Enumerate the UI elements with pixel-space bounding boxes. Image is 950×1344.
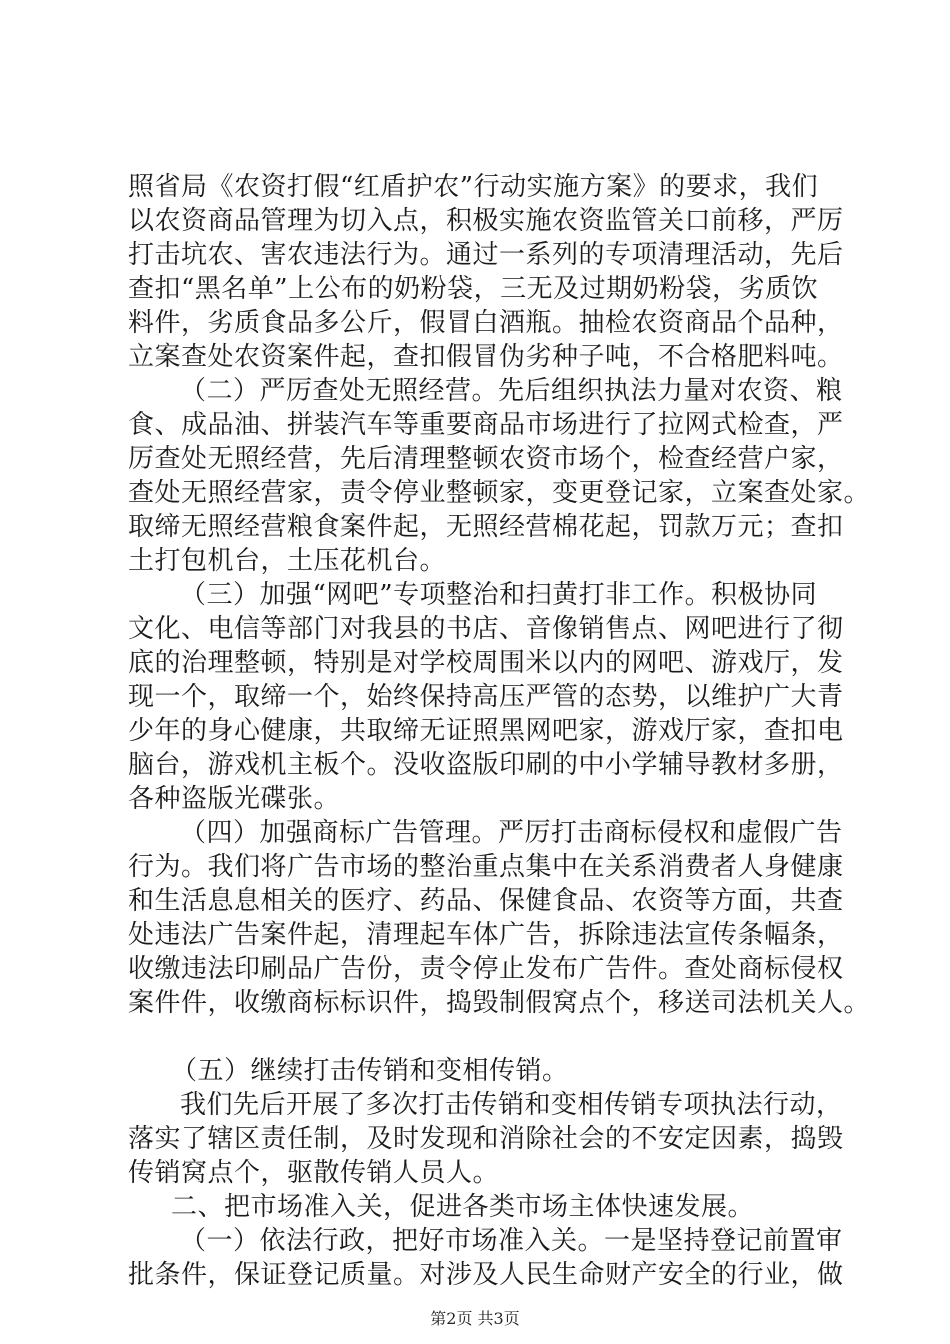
text-line: 照省局《农资打假“红盾护农”行动实施方案》的要求，我们	[128, 172, 819, 202]
text-line: 打击坑农、害农违法行为。通过一系列的专项清理活动，先后	[128, 240, 844, 270]
text-line: 案件件，收缴商标标识件，捣毁制假窝点个，移送司法机关人。	[128, 988, 871, 1018]
section-heading-line: （二）严厉查处无照经营。先后组织执法力量对农资、粮	[180, 376, 843, 406]
text-line: 厉查处无照经营，先后清理整顿农资市场个，检查经营户家，	[128, 444, 844, 474]
text-line: 底的治理整顿，特别是对学校周围米以内的网吧、游戏厅，发	[128, 648, 844, 678]
text-line: 脑台，游戏机主板个。没收盗版印刷的中小学辅导教材多册，	[128, 750, 844, 780]
text-line: 土打包机台，土压花机台。	[128, 546, 447, 576]
text-line: 以农资商品管理为切入点，积极实施农资监管关口前移，严厉	[128, 206, 844, 236]
text-line: 文化、电信等部门对我县的书店、音像销售点、网吧进行了彻	[128, 614, 844, 644]
text-line: 立案查处农资案件起，查扣假冒伪劣种子吨，不合格肥料吨。	[128, 342, 844, 372]
text-line: 取缔无照经营粮食案件起，无照经营棉花起，罚款万元；查扣	[128, 512, 844, 542]
section-heading-line: （三）加强“网吧”专项整治和扫黄打非工作。积极协同	[180, 580, 818, 610]
text-line: 我们先后开展了多次打击传销和变相传销专项执法行动，	[180, 1090, 843, 1120]
text-line: 查处无照经营家，责令停业整顿家，变更登记家，立案查处家。	[128, 478, 871, 508]
text-line: 各种盗版光碟张。	[128, 784, 341, 814]
text-line: 行为。我们将广告市场的整治重点集中在关系消费者人身健康	[128, 852, 844, 882]
text-line: 料件，劣质食品多公斤，假冒白酒瓶。抽检农资商品个品种，	[128, 308, 844, 338]
text-line: 处违法广告案件起，清理起车体广告，拆除违法宣传条幅条，	[128, 920, 844, 950]
section-heading-line: （五）继续打击传销和变相传销。	[171, 1056, 569, 1086]
text-line: 少年的身心健康，共取缔无证照黑网吧家，游戏厅家，查扣电	[128, 716, 844, 746]
text-line: 查扣“黑名单”上公布的奶粉袋，三无及过期奶粉袋，劣质饮	[128, 274, 819, 304]
paragraph-gap	[128, 1020, 828, 1054]
page-footer: 第2页 共3页	[430, 1309, 520, 1328]
text-line: 批条件，保证登记质量。对涉及人民生命财产安全的行业，做	[128, 1260, 844, 1290]
section-heading-line: 二、把市场准入关，促进各类市场主体快速发展。	[171, 1192, 755, 1222]
text-line: 收缴违法印刷品广告份，责令停止发布广告件。查处商标侵权	[128, 954, 844, 984]
section-heading-line: （四）加强商标广告管理。严厉打击商标侵权和虚假广告	[180, 818, 843, 848]
text-line: 落实了辖区责任制，及时发现和消除社会的不安定因素，捣毁	[128, 1124, 844, 1154]
text-line: 现一个，取缔一个，始终保持高压严管的态势，以维护广大青	[128, 682, 844, 712]
section-heading-line: （一）依法行政，把好市场准入关。一是坚持登记前置审	[180, 1226, 843, 1256]
text-line: 和生活息息相关的医疗、药品、保健食品、农资等方面，共查	[128, 886, 844, 916]
text-line: 传销窝点个，驱散传销人员人。	[128, 1158, 500, 1188]
document-body	[128, 170, 871, 1292]
text-line: 食、成品油、拼装汽车等重要商品市场进行了拉网式检查，严	[128, 410, 844, 440]
